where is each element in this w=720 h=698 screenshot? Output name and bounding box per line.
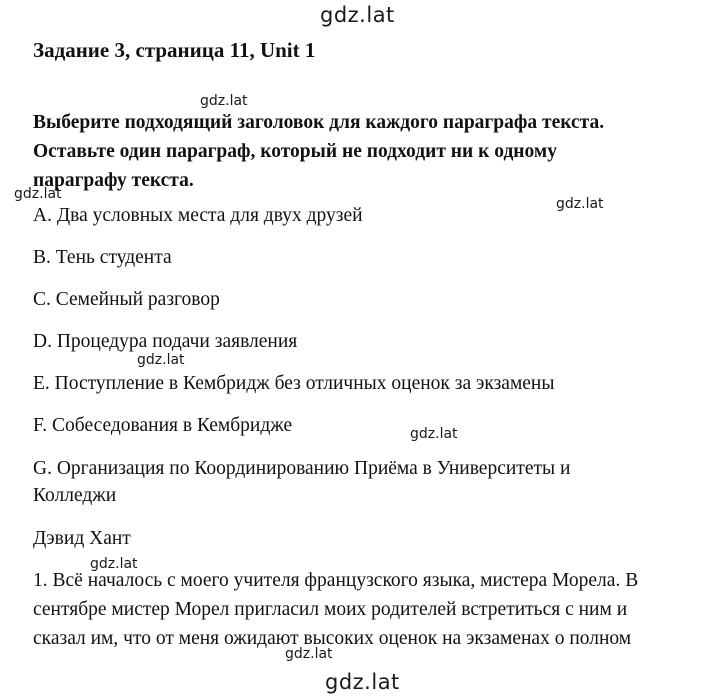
instruction <box>33 108 604 195</box>
watermark-top: gdz.lat <box>320 3 395 27</box>
paragraph-line: сказал им, что от меня ожидают высоких оценок на экзаменах о полном <box>33 628 632 649</box>
watermark-text: gdz.lat <box>410 426 458 442</box>
page-title: Задание 3, страница 11, Unit 1 <box>33 38 316 62</box>
watermark-text: gdz.lat <box>137 352 185 368</box>
option-e: E. Поступление в Кембридж без отличных оценок за экзамены <box>33 373 555 394</box>
author-name: Дэвид Хант <box>33 528 131 549</box>
watermark-text: gdz.lat <box>200 93 248 109</box>
watermark-text: gdz.lat <box>556 196 604 212</box>
option-g-line: Колледжи <box>33 485 117 506</box>
watermark-text: gdz.lat <box>14 186 62 202</box>
option-g-line: G. Организация по Координированию Приёма в Университеты и <box>33 458 571 479</box>
paragraph-1 <box>33 566 638 653</box>
paragraph-line: 1. Всё началось с моего учителя французского языка, мистера Морела. В <box>33 570 639 591</box>
instruction-line: Оставьте один параграф, который не подходит ни к одному <box>33 141 557 162</box>
option-f: F. Собеседования в Кембридже <box>33 415 293 436</box>
instruction-line: параграфу текста. <box>33 170 194 191</box>
watermark-bottom: gdz.lat <box>325 670 400 694</box>
option-a: A. Два условных места для двух друзей <box>33 205 363 226</box>
watermark-text: gdz.lat <box>90 556 138 572</box>
watermark-text: gdz.lat <box>285 646 333 662</box>
option-c: C. Семейный разговор <box>33 289 220 310</box>
option-b: B. Тень студента <box>33 247 172 268</box>
paragraph-line: сентябре мистер Морел пригласил моих родителей встретиться с ним и <box>33 599 628 620</box>
option-g <box>33 455 570 509</box>
option-d: D. Процедура подачи заявления <box>33 331 298 352</box>
instruction-line: Выберите подходящий заголовок для каждого параграфа текста. <box>33 112 605 133</box>
